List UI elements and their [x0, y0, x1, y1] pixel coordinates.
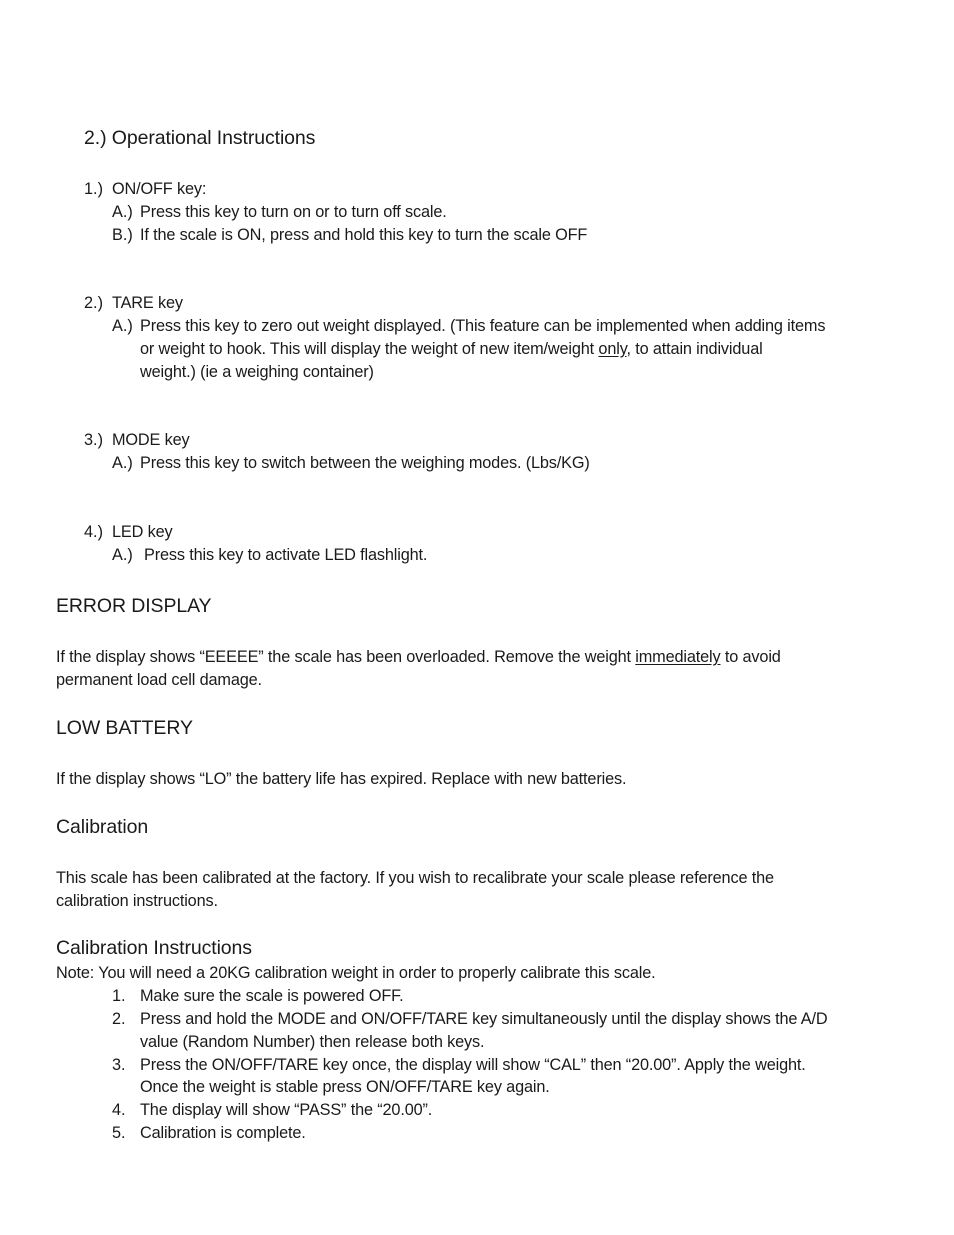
error-display-text: [56, 646, 781, 669]
step-number: 1.: [112, 987, 126, 1005]
step-text: Press the ON/OFF/TARE key once, the display will show “CAL” then “20.00”. Apply the weight.: [140, 1056, 806, 1074]
sub-item-text: If the scale is ON, press and hold this key to turn the scale OFF: [140, 226, 588, 244]
sub-item-text: Press this key to turn on or to turn off scale.: [140, 203, 447, 221]
underlined-emphasis: immediately: [635, 648, 721, 666]
error-display-heading: ERROR DISPLAY: [56, 595, 212, 617]
step-text-line: Once the weight is stable press ON/OFF/TARE key again.: [140, 1078, 550, 1096]
sub-item-label: A.): [112, 546, 133, 564]
step-text-line: value (Random Number) then release both keys.: [140, 1033, 485, 1051]
calibration-note: Note: You will need a 20KG calibration weight in order to properly calibrate this scale.: [56, 964, 656, 982]
sub-item-text-line: [140, 338, 763, 361]
calibration-text: This scale has been calibrated at the factory. If you wish to recalibrate your scale please reference the: [56, 869, 774, 887]
sub-item-label: A.): [112, 454, 133, 472]
item-title-led-key: LED key: [112, 523, 173, 541]
calibration-text-line: calibration instructions.: [56, 892, 218, 910]
item-title-mode-key: MODE key: [112, 431, 190, 449]
sub-item-label: A.): [112, 317, 133, 335]
item-title-tare-key: TARE key: [112, 294, 183, 312]
underlined-emphasis: only: [598, 340, 627, 358]
item-title-on-off-key: ON/OFF key:: [112, 180, 207, 198]
low-battery-text: If the display shows “LO” the battery life has expired. Replace with new batteries.: [56, 770, 627, 788]
step-number: 4.: [112, 1101, 126, 1119]
error-display-text-line: permanent load cell damage.: [56, 671, 262, 689]
step-text: Press and hold the MODE and ON/OFF/TARE key simultaneously until the display shows the A/D: [140, 1010, 828, 1028]
step-text: Calibration is complete.: [140, 1124, 306, 1142]
sub-item-text: Press this key to switch between the weighing modes. (Lbs/KG): [140, 454, 590, 472]
operational-heading: 2.) Operational Instructions: [84, 127, 316, 149]
step-text: Make sure the scale is powered OFF.: [140, 987, 404, 1005]
item-number: 1.): [84, 180, 104, 198]
item-number: 2.): [84, 294, 104, 312]
text-span: , to attain individual: [626, 340, 763, 358]
text-span: or weight to hook. This will display the weight of new item/weight: [140, 340, 599, 358]
item-number: 4.): [84, 523, 104, 541]
sub-item-label: A.): [112, 203, 133, 221]
text-span: If the display shows “EEEEE” the scale has been overloaded. Remove the weight: [56, 648, 636, 666]
calibration-heading: Calibration: [56, 816, 149, 838]
sub-item-label: B.): [112, 226, 133, 244]
calibration-instructions-heading: Calibration Instructions: [56, 937, 252, 959]
sub-item-text: Press this key to zero out weight displayed. (This feature can be implemented when adding items: [140, 317, 826, 335]
item-number: 3.): [84, 431, 104, 449]
step-number: 2.: [112, 1010, 126, 1028]
low-battery-heading: LOW BATTERY: [56, 717, 193, 739]
sub-item-text: Press this key to activate LED flashlight.: [144, 546, 428, 564]
step-number: 3.: [112, 1056, 126, 1074]
step-text: The display will show “PASS” the “20.00”.: [140, 1101, 433, 1119]
step-number: 5.: [112, 1124, 126, 1142]
sub-item-text-line: weight.) (ie a weighing container): [140, 363, 374, 381]
text-span: to avoid: [720, 648, 781, 666]
